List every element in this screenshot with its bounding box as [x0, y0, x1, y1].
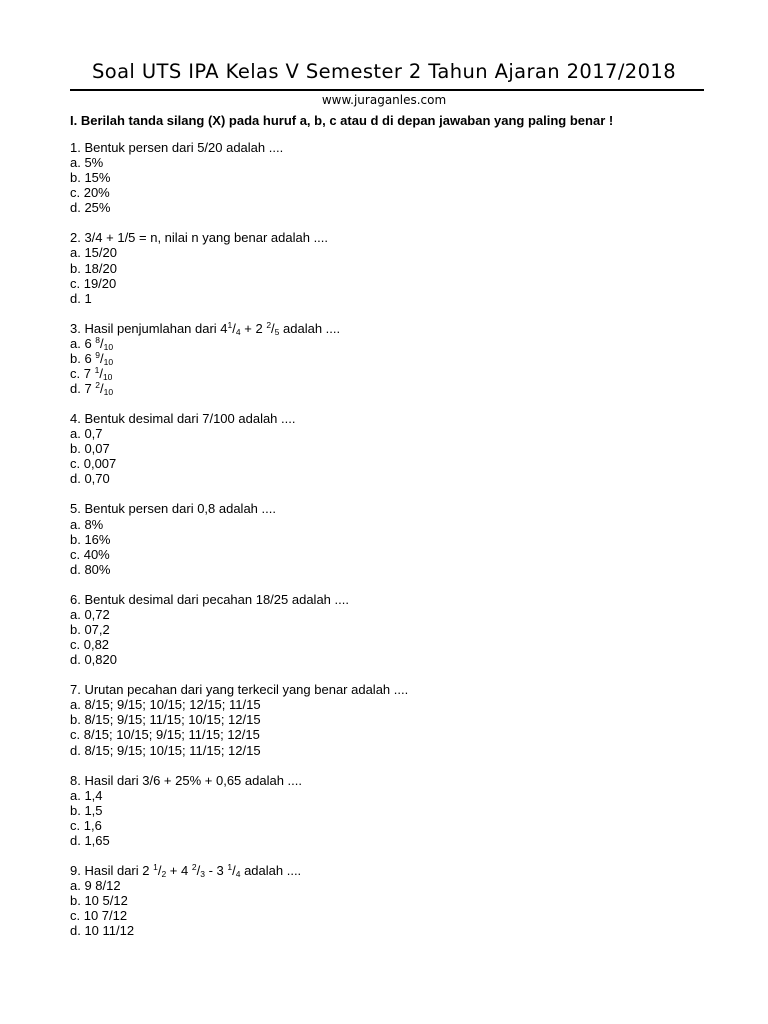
text-segment: a. 6 — [70, 335, 96, 351]
question-block — [70, 321, 408, 396]
answer-option-c — [70, 276, 408, 291]
text-segment: 1. Bentuk persen dari 5/20 adalah .... — [70, 140, 284, 155]
fraction-denominator: 2 — [161, 868, 167, 879]
text-segment: a. 1,4 — [70, 787, 103, 803]
answer-option-b — [70, 261, 408, 276]
fraction — [227, 863, 240, 878]
question-stem — [70, 321, 408, 336]
question-block — [70, 411, 408, 486]
question-block — [70, 230, 408, 305]
answer-option-a — [70, 697, 408, 712]
fraction-denominator: 10 — [103, 341, 114, 352]
answer-option-a — [70, 517, 408, 532]
fraction-slash: / — [100, 335, 104, 351]
answer-option-a — [70, 426, 408, 441]
text-segment: - 3 — [204, 862, 228, 878]
text-segment: 2. 3/4 + 1/5 = n, nilai n yang benar adalah .... — [70, 230, 329, 246]
text-segment: a. 5% — [70, 155, 104, 171]
fraction — [266, 321, 279, 336]
fraction-numerator: 1 — [94, 365, 100, 375]
question-list — [70, 140, 408, 953]
fraction-slash: / — [99, 366, 103, 381]
text-segment: c. 0,007 — [70, 456, 117, 472]
text-segment: b. 1,5 — [70, 802, 103, 818]
fraction — [95, 381, 113, 396]
text-segment: a. 0,7 — [70, 426, 103, 442]
fraction-denominator: 4 — [235, 868, 241, 879]
text-segment: d. 1 — [70, 290, 92, 306]
answer-option-b — [70, 712, 408, 727]
question-block — [70, 863, 408, 938]
fraction-numerator: 1 — [153, 861, 158, 872]
text-segment: d. 1,65 — [70, 832, 110, 848]
answer-option-d — [70, 833, 408, 848]
answer-option-a — [70, 607, 408, 622]
answer-option-c — [70, 456, 408, 471]
fraction-denominator: 10 — [102, 372, 113, 382]
question-block — [70, 501, 408, 576]
fraction-denominator: 10 — [103, 387, 114, 398]
answer-option-d — [70, 652, 408, 667]
text-segment: b. 10 5/12 — [70, 893, 128, 909]
answer-option-c — [70, 637, 408, 652]
text-segment: d. 10 11/12 — [70, 923, 135, 939]
answer-option-b — [70, 351, 408, 366]
answer-option-b — [70, 803, 408, 818]
question-stem — [70, 592, 408, 607]
text-segment: c. 8/15; 10/15; 9/15; 11/15; 12/15 — [70, 727, 260, 743]
text-segment: b. 16% — [70, 531, 111, 547]
text-segment: d. 0,70 — [70, 471, 110, 487]
fraction — [95, 366, 113, 381]
question-block — [70, 140, 408, 215]
question-stem — [70, 773, 408, 788]
question-stem — [70, 682, 408, 697]
text-segment: 7. Urutan pecahan dari yang terkecil yang benar adalah .... — [70, 682, 409, 698]
fraction-numerator: 8 — [95, 334, 101, 345]
answer-option-d — [70, 291, 408, 306]
fraction-slash: / — [100, 381, 104, 397]
title-underline — [70, 89, 704, 91]
text-segment: 4. Bentuk desimal dari 7/100 adalah .... — [70, 411, 296, 427]
text-segment: 3. Hasil penjumlahan dari 4 — [70, 320, 228, 336]
fraction-numerator: 2 — [266, 319, 272, 330]
text-segment: c. 19/20 — [70, 275, 117, 291]
text-segment: b. 18/20 — [70, 260, 117, 276]
answer-option-c — [70, 366, 408, 381]
answer-option-d — [70, 200, 408, 215]
answer-option-d — [70, 923, 408, 938]
answer-option-a — [70, 155, 408, 170]
text-segment: a. 9 8/12 — [70, 877, 121, 893]
answer-option-b — [70, 441, 408, 456]
fraction-numerator: 2 — [95, 380, 101, 391]
text-segment: c. 0,82 — [70, 637, 110, 653]
instruction-text: I. Berilah tanda silang (X) pada huruf a, b, c atau d di depan jawaban yang paling benar ! — [70, 113, 614, 128]
fraction — [192, 863, 205, 878]
fraction-slash: / — [100, 350, 104, 366]
fraction — [228, 321, 241, 336]
question-stem — [70, 863, 408, 878]
fraction — [153, 863, 166, 878]
answer-option-a — [70, 788, 408, 803]
text-segment: b. 0,07 — [70, 441, 110, 457]
text-segment: adalah .... — [279, 320, 341, 336]
answer-option-b — [70, 622, 408, 637]
question-stem — [70, 230, 408, 245]
fraction-numerator: 9 — [95, 349, 101, 360]
page-title: Soal UTS IPA Kelas V Semester 2 Tahun Ajaran 2017/2018 — [91, 60, 677, 83]
question-block — [70, 773, 408, 848]
text-segment: a. 8/15; 9/15; 10/15; 12/15; 11/15 — [70, 697, 261, 713]
text-segment: 8. Hasil dari 3/6 + 25% + 0,65 adalah .... — [70, 772, 302, 788]
text-segment: c. 7 — [70, 366, 95, 381]
website-label: www.juraganles.com — [321, 93, 447, 107]
answer-option-c — [70, 908, 408, 923]
text-segment: c. 20% — [70, 185, 110, 201]
text-segment: c. 40% — [70, 546, 110, 562]
question-stem — [70, 411, 408, 426]
text-segment: a. 0,72 — [70, 606, 110, 622]
text-segment: b. 8/15; 9/15; 11/15; 10/15; 12/15 — [70, 712, 261, 728]
text-segment: 6. Bentuk desimal dari pecahan 18/25 adalah .... — [70, 591, 349, 607]
answer-option-b — [70, 532, 408, 547]
answer-option-d — [70, 743, 408, 758]
answer-option-a — [70, 336, 408, 351]
text-segment: d. 80% — [70, 561, 111, 577]
answer-option-a — [70, 878, 408, 893]
fraction-denominator: 5 — [274, 326, 280, 337]
text-segment: c. 10 7/12 — [70, 908, 128, 924]
question-block — [70, 592, 408, 667]
fraction-numerator: 1 — [227, 861, 233, 872]
text-segment: 5. Bentuk persen dari 0,8 adalah .... — [70, 501, 276, 517]
answer-option-b — [70, 170, 408, 185]
fraction-denominator: 3 — [200, 868, 205, 879]
answer-option-c — [70, 727, 408, 742]
text-segment: b. 15% — [70, 170, 111, 186]
fraction — [95, 336, 113, 351]
fraction-slash: / — [271, 320, 275, 336]
answer-option-c — [70, 547, 408, 562]
text-segment: d. 25% — [70, 200, 111, 216]
question-stem — [70, 140, 408, 155]
answer-option-c — [70, 185, 408, 200]
answer-option-a — [70, 245, 408, 260]
fraction-slash: / — [232, 320, 236, 336]
answer-option-d — [70, 562, 408, 577]
fraction-slash: / — [232, 862, 236, 878]
text-segment: adalah .... — [240, 862, 302, 878]
fraction — [95, 351, 113, 366]
text-segment: d. 8/15; 9/15; 10/15; 11/15; 12/15 — [70, 742, 261, 758]
text-segment: 9. Hasil dari 2 — [70, 862, 154, 878]
fraction-denominator: 10 — [103, 356, 114, 367]
fraction-numerator: 1 — [227, 319, 233, 330]
text-segment: + 4 — [166, 862, 192, 878]
text-segment: a. 15/20 — [70, 245, 117, 261]
text-segment: b. 07,2 — [70, 621, 110, 637]
fraction-slash: / — [157, 862, 162, 878]
fraction-slash: / — [196, 862, 201, 878]
fraction-numerator: 2 — [191, 861, 197, 872]
fraction-denominator: 4 — [235, 326, 241, 337]
text-segment: d. 7 — [70, 381, 96, 397]
text-segment: a. 8% — [70, 516, 104, 532]
question-stem — [70, 501, 408, 516]
text-segment: b. 6 — [70, 350, 96, 366]
answer-option-c — [70, 818, 408, 833]
text-segment: c. 1,6 — [70, 817, 102, 833]
answer-option-d — [70, 381, 408, 396]
text-segment: d. 0,820 — [70, 652, 117, 668]
question-block — [70, 682, 408, 757]
answer-option-d — [70, 471, 408, 486]
answer-option-b — [70, 893, 408, 908]
text-segment: + 2 — [240, 320, 267, 336]
